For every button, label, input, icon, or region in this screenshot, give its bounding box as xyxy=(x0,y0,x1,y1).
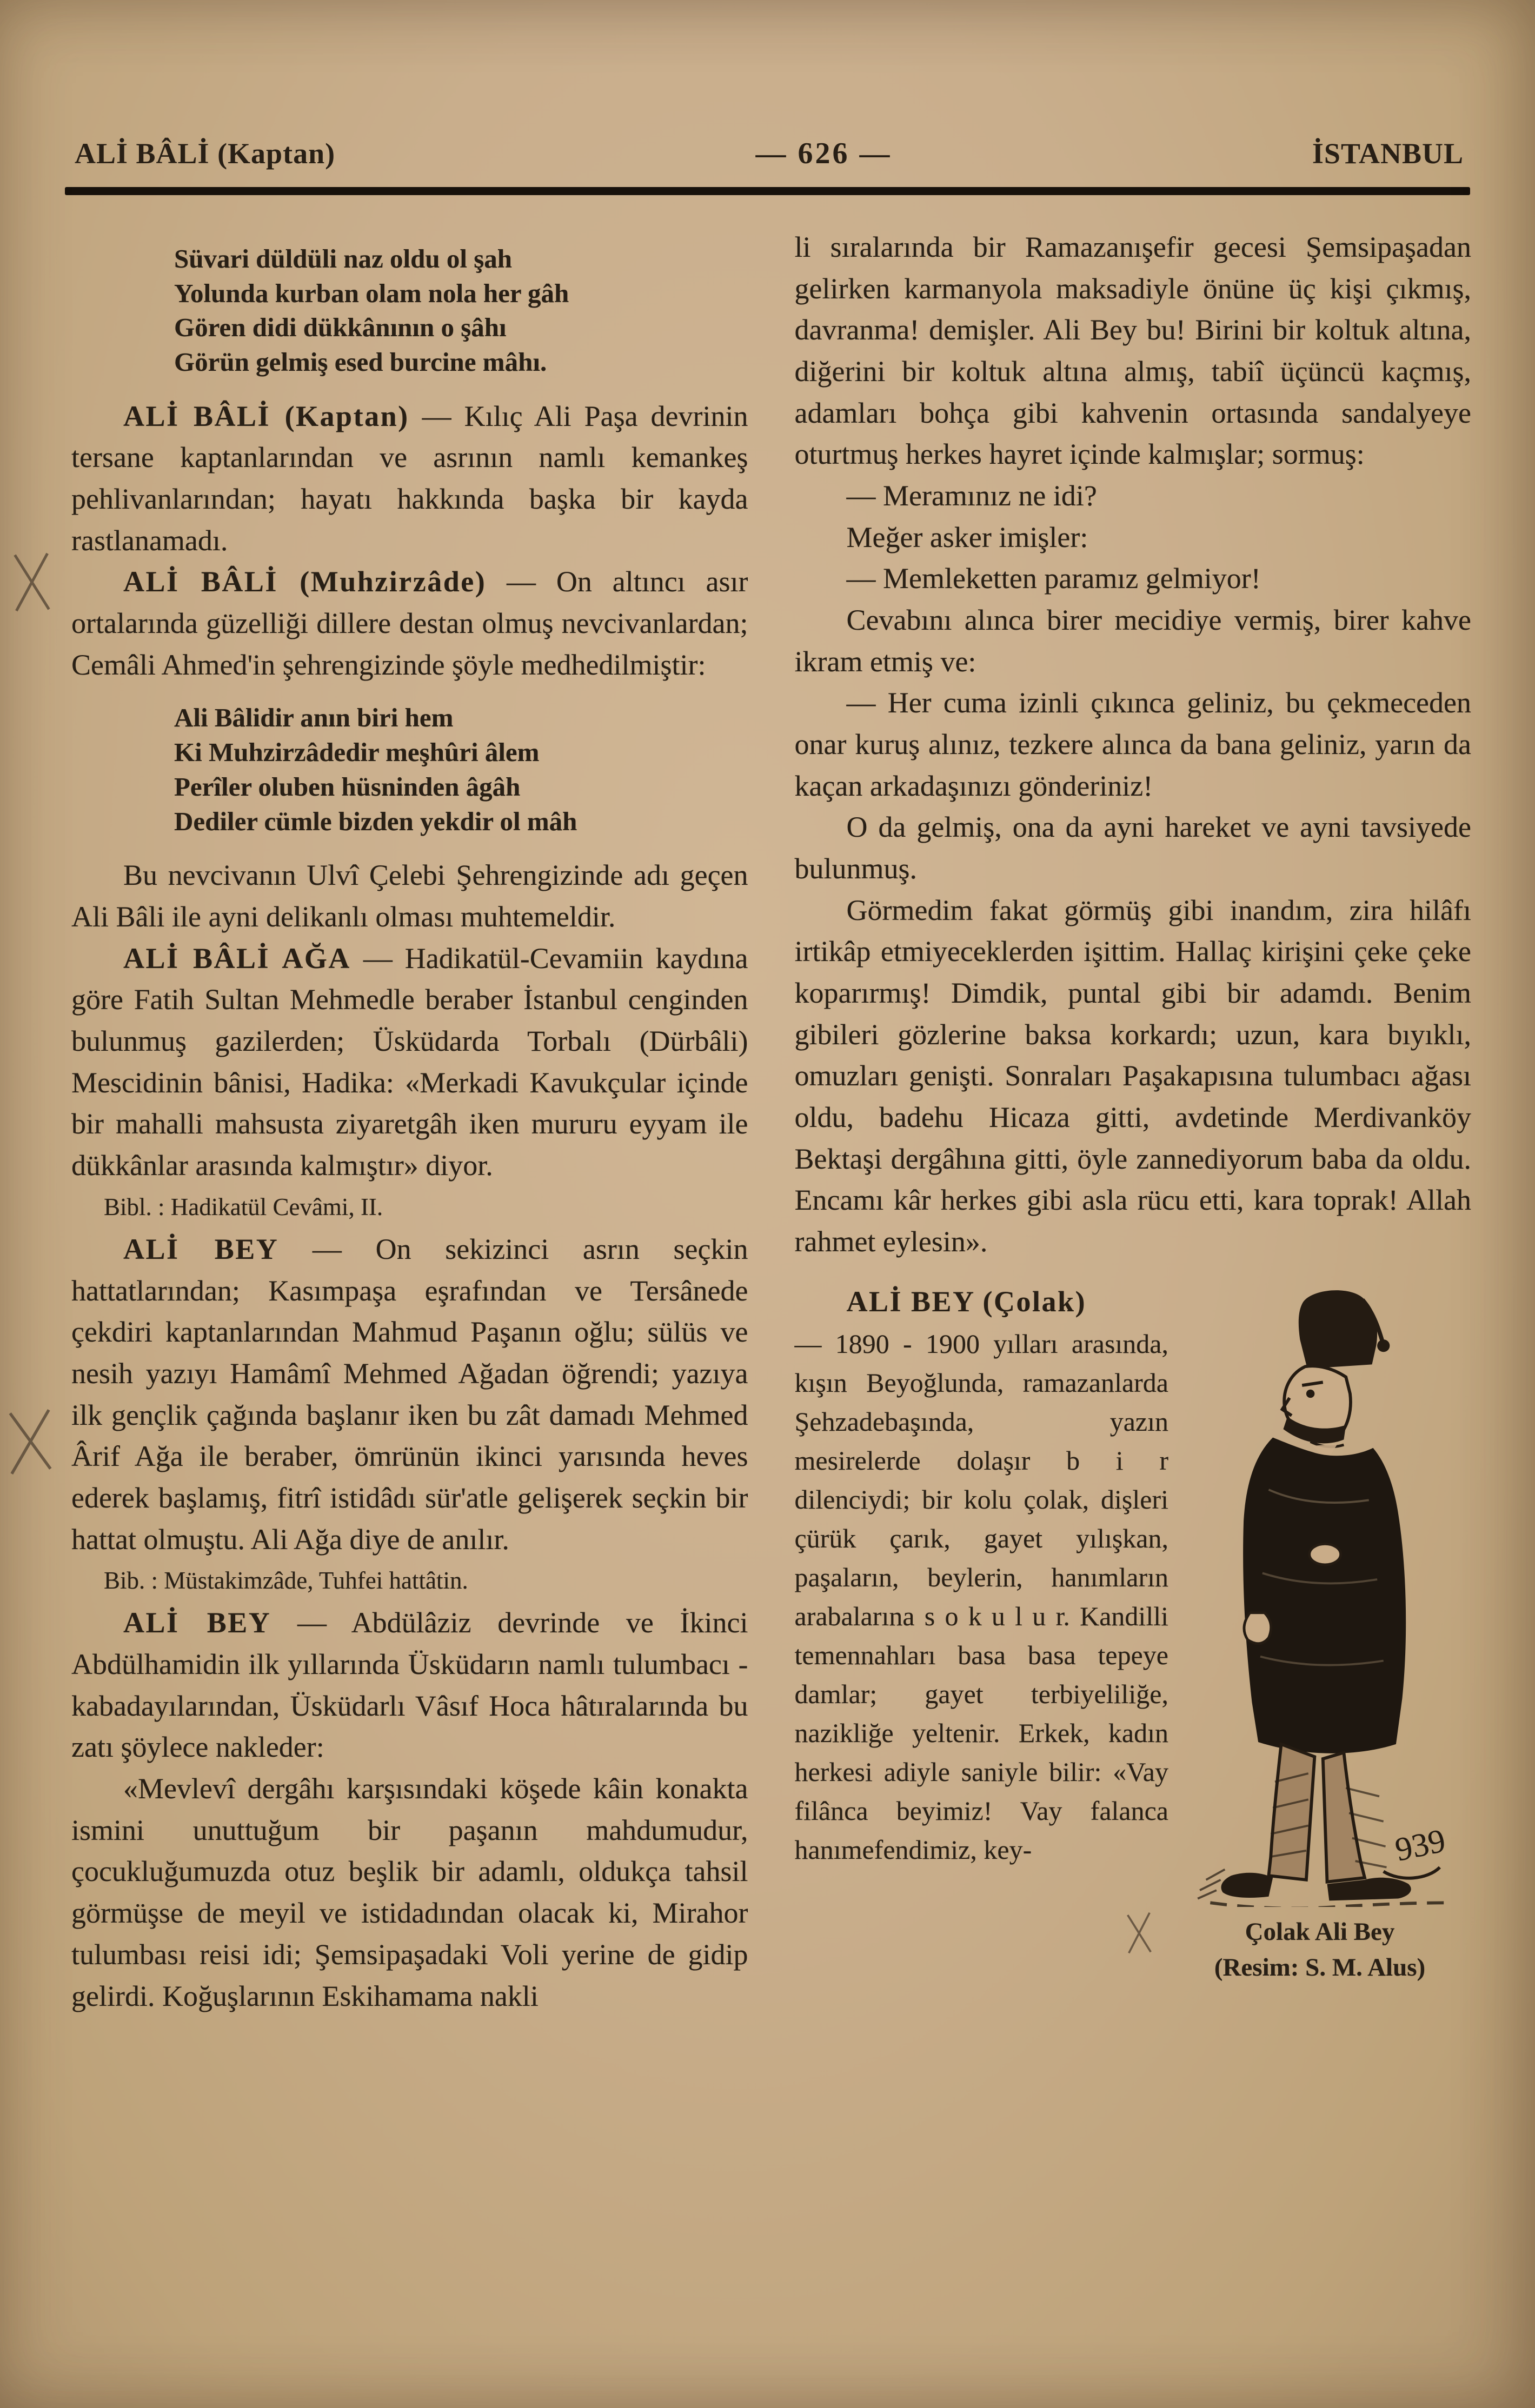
running-head-work: İSTANBUL xyxy=(1312,137,1464,170)
poem-line: Yolunda kurban olam nola her gâh xyxy=(174,278,569,308)
running-header xyxy=(0,0,1535,171)
entry-headword: ALİ BEY xyxy=(123,1606,271,1639)
illustration-caption xyxy=(1168,1915,1471,1986)
paragraph-meger: Meğer asker imişler: xyxy=(846,521,1088,553)
poem-suvari xyxy=(174,242,748,379)
entry-headword: ALİ BÂLİ (Muhzirzâde) xyxy=(123,565,487,598)
entry-dash: — xyxy=(278,1232,376,1265)
entry-text-narrow: — 1890 - 1900 yılları arasında, kışın Beyoğlunda, ramazanlarda Şehzadebaşında, yazın mesirelerde dolaşır b i r dilenciydi; bir kolu çolak, dişleri çürük çarık, gayet yılışkan, paşaların, beylerin, hanımların arabalarına s o k u l u r. Kandilli temennahları basa basa tepeye damlar; gayet terbiyeliliğe, nazikliğe yeltenir. Erkek, kadın herkesi adiyle saniyle bilir: «Vay filânca beyimiz! Vay falanca hanımefendimiz, key- xyxy=(794,1329,1168,1865)
running-head-title: ALİ BÂLİ (Kaptan) xyxy=(75,137,336,170)
entry-ali-bey-hattat xyxy=(71,1229,748,1560)
paragraph-oda: O da gelmiş, ona da ayni hareket ve ayni tavsiyede bulunmuş. xyxy=(794,811,1471,885)
entry-dash: — xyxy=(271,1606,351,1639)
paragraph-cevap: Cevabını alınca birer mecidiye vermiş, birer kahve ikram etmiş ve: xyxy=(794,604,1471,678)
entry-ali-bali-aga xyxy=(71,938,748,1186)
poem-line: Ki Muhzirzâdedir meşhûri âlem xyxy=(174,737,540,768)
paragraph-mevlevi-quote: «Mevlevî dergâhı karşısındaki köşede kâin konakta ismini unuttuğum bir paşanın mahdumudur, çocukluğumuzda otuz beşlik bir adamlı, oldukça tahsil görmüşse de meyil ve istidadından olacak ki, Mirahor tulumbası reisi idi; Şemsipaşadaki Voli yerine de gidip gelirdi. Koğuşlarının Eskihamama nakli xyxy=(71,1772,748,2012)
poem-line: Süvari düldüli naz oldu ol şah xyxy=(174,244,513,274)
entry-text: Kılıç Ali Paşa devrinin tersane kaptanlarından ve asrının namlı kemankeş pehlivanlarından; hayatı hakkında başka bir kayda rastlanamadı. xyxy=(71,399,748,557)
entry-headword: ALİ BÂLİ (Kaptan) xyxy=(123,399,409,432)
dialogue-line: — Her cuma izinli çıkınca geliniz, bu çekmeceden onar kuruş alınız, tezkere alınca da bana geliniz, yarın da kaçan arkadaşınızı gönderiniz! xyxy=(794,686,1471,802)
poem-ali-balidir xyxy=(174,701,748,838)
paragraph-nevcivan: Bu nevcivanın Ulvî Çelebi Şehrengizinde adı geçen Ali Bâli ile ayni delikanlı olması muhtemeldir. xyxy=(71,859,748,933)
entry-ali-bali-muhzirzade xyxy=(71,561,748,685)
entry-text: On sekizinci asrın seçkin hattatlarından; Kasımpaşa eşrafından ve Tersânede çekdiri kaptanlarından Mahmud Paşanın oğlu; sülüs ve nesih yazıyı Hamâmî Mehmed Ağadan öğrendi; yazıya ilk gençlik çağında başlanır iken bu zât damadı Mehmed Ârif Ağa ile beraber, ömrünün ikinci yarısında heves ederek başlamış, fitrî istidâdı sür'atle gelişerek seçkin bir hattat olmuştu. Ali Ağa diye de anılır. xyxy=(71,1232,748,1556)
entry-headword: ALİ BÂLİ AĞA xyxy=(123,942,351,975)
two-column-text xyxy=(0,195,1535,2017)
entry-text: Hadikatül-Cevamiin kaydına göre Fatih Sultan Mehmedle beraber İstanbul cenginden bulunmuş gazilerden; Üsküdarda Torbalı (Dürbâli) Mescidinin bânisi, Hadika: «Merkadi Kavukçular içinde bir mahalli mahsusta ziyaretgâh iken mururu eyyam ile dükkânlar arasında kalmıştır» diyor. xyxy=(71,942,748,1182)
bibliography-line: Bibl. : Hadikatül Cevâmi, II. xyxy=(104,1193,383,1220)
entry-text: On altıncı asır ortalarında güzelliği dillere destan olmuş nevcivanlardan; Cemâli Ahmed'in şehrengizinde şöyle medhedilmiştir: xyxy=(71,565,748,681)
illustration-figure xyxy=(1168,1281,1471,1986)
bibliography-line: Bib. : Müstakimzâde, Tuhfei hattâtin. xyxy=(104,1567,468,1595)
left-column xyxy=(71,226,748,2017)
entry-dash: — xyxy=(409,399,464,432)
entry-ali-bey-tulumbaci xyxy=(71,1602,748,1768)
entry-text: Abdülâziz devrinde ve İkinci Abdülhamidin ilk yıllarında Üsküdarın namlı tulumbacı - kabadayılarından, Üsküdarlı Vâsıf Hoca hâtıralarında bu zatı şöylece nakleder: xyxy=(71,1606,748,1764)
poem-line: Gören didi dükkânının o şâhı xyxy=(174,312,507,343)
poem-line: Görün gelmiş esed burcine mâhı. xyxy=(174,347,547,377)
entry-dash: — xyxy=(350,942,405,975)
entry-ali-bali-kaptan xyxy=(71,396,748,562)
paragraph-gormedim: Görmedim fakat görmüş gibi inandım, zira hilâfı irtikâp etmiyeceklerden işittim. Hallaç kirişini çeke çeke koparırmış! Dimdik, puntal gibi bir adamdı. Benim gibileri gözlerine baksa korkardı; uzun, kara bıyıklı, omuzları genişti. Sonraları Paşakapısına tulumbacı ağası oldu, badehu Hicaza gitti, avdetinde Merdivanköy Bektaşi dergâhına gitti, öyle zannediyorum baba da oldu. Encamı kâr herkes gibi asla rücu etti, kara toprak! Allah rahmet eylesin». xyxy=(794,893,1471,1258)
page-number: — 626 — xyxy=(755,137,892,170)
header-rule xyxy=(65,187,1470,195)
entry-headword: ALİ BEY (Çolak) xyxy=(846,1285,1087,1318)
illustration-signature: 939 xyxy=(1392,1822,1449,1869)
poem-line: Perîler oluben hüsninden âgâh xyxy=(174,771,521,802)
right-column xyxy=(795,226,1472,2017)
poem-line: Ali Bâlidir anın biri hem xyxy=(174,703,454,733)
dialogue-line: — Memleketten paramız gelmiyor! xyxy=(846,562,1261,595)
paragraph-continuation: li sıralarında bir Ramazanışefir gecesi Şemsipaşadan gelirken karmanyola maksadiyle önüne üç kişi çıkmış, davranma! demişler. Ali Bey bu! Birini bir koltuk altına, diğerini bir koltuk altına almış, tabiî üçüncü kaçmış, adamları bohça gibi kahvenin ortasında sandalyeye oturtmuş herkes hayret içinde kalmışlar; sormuş: xyxy=(794,231,1471,471)
caption-credit: (Resim: S. M. Alus) xyxy=(1214,1953,1426,1982)
colak-ali-bey-illustration xyxy=(1168,1281,1471,1907)
poem-line: Dediler cümle bizden yekdir ol mâh xyxy=(174,806,577,836)
pencil-x-mark xyxy=(1122,1900,1157,1965)
entry-dash: — xyxy=(486,565,556,598)
caption-title: Çolak Ali Bey xyxy=(1245,1917,1395,1946)
entry-headword: ALİ BEY xyxy=(123,1232,279,1265)
entry-ali-bey-colak xyxy=(795,1281,1472,1986)
dialogue-line: — Meramınız ne idi? xyxy=(846,479,1097,512)
